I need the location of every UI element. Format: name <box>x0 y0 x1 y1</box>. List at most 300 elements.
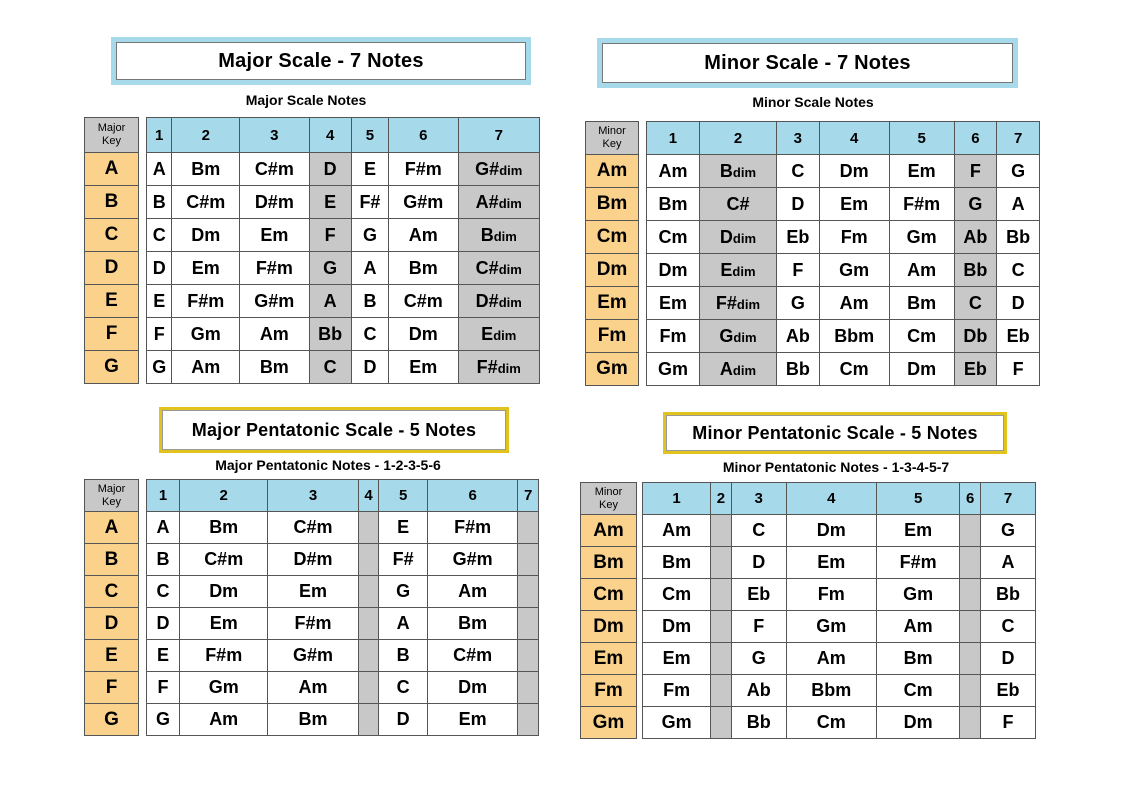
chord-cell: Gm <box>643 707 711 739</box>
chord-quality: dim <box>736 296 761 312</box>
chord-cell: B <box>379 640 428 672</box>
chord-cell: Em <box>643 643 711 675</box>
chord-cell: G <box>147 351 172 384</box>
chord-cell: Dm <box>389 318 458 351</box>
chord-cell <box>458 318 540 351</box>
degree-header: 3 <box>777 122 820 155</box>
key-cell: D <box>85 252 139 285</box>
major-scale-banner <box>111 37 531 85</box>
key-cell: F <box>85 672 139 704</box>
chord-cell: Fm <box>786 579 876 611</box>
chord-cell: Ab <box>777 320 820 353</box>
chord-cell: Am <box>876 611 960 643</box>
chord-cell: E <box>309 186 351 219</box>
chord-cell: C <box>731 515 786 547</box>
table-row <box>643 643 1036 675</box>
chord-cell <box>518 512 539 544</box>
chord-cell: Am <box>647 155 700 188</box>
chord-cell: Fm <box>643 675 711 707</box>
chord-cell: Em <box>786 547 876 579</box>
chord-cell: D <box>309 153 351 186</box>
table-row <box>147 153 540 186</box>
chord-cell: A <box>309 285 351 318</box>
chord-cell: Em <box>172 252 240 285</box>
chord-cell: A <box>147 512 180 544</box>
key-cell: Cm <box>586 221 639 254</box>
degree-header: 4 <box>358 480 379 512</box>
chord-cell: Bbm <box>786 675 876 707</box>
key-cell: Fm <box>586 320 639 353</box>
key-cell: A <box>85 153 139 186</box>
degree-header: 1 <box>147 480 180 512</box>
key-cell: Gm <box>586 353 639 386</box>
chord-cell: C#m <box>240 153 309 186</box>
chord-cell: Gm <box>819 254 889 287</box>
chord-cell <box>358 576 379 608</box>
chord-cell: D <box>997 287 1040 320</box>
key-cell: Fm <box>581 675 637 707</box>
key-cell: E <box>85 640 139 672</box>
degree-header: 7 <box>518 480 539 512</box>
chord-cell: F#m <box>389 153 458 186</box>
degree-header: 4 <box>786 483 876 515</box>
degree-header: 4 <box>819 122 889 155</box>
chord-cell: Am <box>240 318 309 351</box>
table-row <box>647 320 1040 353</box>
table-row <box>647 287 1040 320</box>
chord-cell <box>960 707 981 739</box>
chord-cell: Fm <box>647 320 700 353</box>
chord-root: G <box>719 325 734 346</box>
chord-cell <box>518 608 539 640</box>
chord-quality: dim <box>733 329 757 345</box>
chord-root: E <box>720 259 733 280</box>
chord-cell: Am <box>172 351 240 384</box>
chord-root: B <box>480 224 494 245</box>
chord-cell: C#m <box>427 640 517 672</box>
chord-cell: Bb <box>309 318 351 351</box>
chord-cell: E <box>379 512 428 544</box>
chord-cell <box>458 285 540 318</box>
table-row <box>647 254 1040 287</box>
chord-cell: F <box>980 707 1035 739</box>
chord-quality: dim <box>499 162 523 178</box>
degree-header: 2 <box>699 122 776 155</box>
chord-cell: Eb <box>980 675 1035 707</box>
chord-cell: Em <box>389 351 458 384</box>
chord-cell: D#m <box>268 544 358 576</box>
chord-cell: Cm <box>643 579 711 611</box>
chord-cell: F#m <box>876 547 960 579</box>
chord-cell <box>358 640 379 672</box>
chord-cell <box>699 320 776 353</box>
chord-quality: dim <box>732 230 757 246</box>
chord-cell <box>358 704 379 736</box>
chord-cell <box>518 704 539 736</box>
chord-root: D# <box>475 290 499 311</box>
chord-cell: Am <box>389 219 458 252</box>
table-row <box>147 704 539 736</box>
major-pentatonic-table <box>146 479 539 736</box>
minor-scale-table <box>646 121 1040 386</box>
degree-header: 7 <box>980 483 1035 515</box>
chord-quality: dim <box>497 360 521 376</box>
key-cell: Em <box>586 287 639 320</box>
chord-cell: D <box>147 252 172 285</box>
chord-cell <box>518 640 539 672</box>
chord-cell: Dm <box>427 672 517 704</box>
chord-cell: C <box>147 219 172 252</box>
chord-cell: A <box>351 252 388 285</box>
degree-header: 7 <box>997 122 1040 155</box>
minor-key-column <box>585 121 639 386</box>
key-cell: G <box>85 351 139 384</box>
chord-cell: F#m <box>240 252 309 285</box>
chord-cell: B <box>147 186 172 219</box>
chord-cell <box>711 547 732 579</box>
chord-cell: Em <box>647 287 700 320</box>
key-cell: Bm <box>586 188 639 221</box>
chord-cell <box>711 611 732 643</box>
chord-cell: Em <box>240 219 309 252</box>
minor-scale-subtitle: Minor Scale Notes <box>752 94 874 110</box>
major-scale-title: Major Scale - 7 Notes <box>218 49 424 72</box>
chord-cell <box>711 515 732 547</box>
key-cell: G <box>85 704 139 736</box>
chord-cell: Cm <box>889 320 954 353</box>
chord-cell <box>458 186 540 219</box>
chord-cell: Cm <box>647 221 700 254</box>
chord-cell: F <box>954 155 997 188</box>
table-row <box>147 512 539 544</box>
table-row <box>147 252 540 285</box>
chord-cell: F <box>309 219 351 252</box>
key-cell: Dm <box>586 254 639 287</box>
chord-cell: F#m <box>427 512 517 544</box>
chord-cell: Bm <box>427 608 517 640</box>
chord-cell: Am <box>786 643 876 675</box>
chord-cell: Dm <box>876 707 960 739</box>
chord-cell <box>711 707 732 739</box>
chord-cell: Cm <box>876 675 960 707</box>
table-row <box>643 675 1036 707</box>
chord-cell: C <box>954 287 997 320</box>
chord-cell: G <box>954 188 997 221</box>
chord-cell: C <box>351 318 388 351</box>
chord-cell: F <box>731 611 786 643</box>
chord-cell: C <box>997 254 1040 287</box>
chord-cell: Fm <box>819 221 889 254</box>
key-header: Minor Key <box>586 122 639 155</box>
chord-cell: Dm <box>172 219 240 252</box>
chord-cell: Eb <box>731 579 786 611</box>
chord-cell: Bbm <box>819 320 889 353</box>
table-row <box>647 353 1040 386</box>
degree-header: 2 <box>711 483 732 515</box>
key-cell: B <box>85 186 139 219</box>
chord-cell: Am <box>268 672 358 704</box>
chord-cell <box>518 576 539 608</box>
degree-header: 6 <box>960 483 981 515</box>
chord-cell: Db <box>954 320 997 353</box>
chord-cell: Bm <box>180 512 268 544</box>
chord-cell: Bm <box>876 643 960 675</box>
chord-cell: G#m <box>240 285 309 318</box>
chord-cell <box>960 675 981 707</box>
chord-cell: Em <box>180 608 268 640</box>
chord-cell: F# <box>351 186 388 219</box>
table-row <box>643 611 1036 643</box>
chord-cell: Eb <box>997 320 1040 353</box>
chord-cell: G <box>777 287 820 320</box>
key-header: Major Key <box>85 480 139 512</box>
chord-cell: C <box>309 351 351 384</box>
chord-quality: dim <box>732 263 756 279</box>
chord-root: A# <box>475 191 499 212</box>
chord-cell: A <box>147 153 172 186</box>
chord-cell: Eb <box>777 221 820 254</box>
chord-cell: G <box>309 252 351 285</box>
chord-cell: Dm <box>180 576 268 608</box>
key-cell: C <box>85 219 139 252</box>
key-cell: D <box>85 608 139 640</box>
chord-cell: Dm <box>786 515 876 547</box>
chord-cell: Bm <box>389 252 458 285</box>
table-row <box>147 608 539 640</box>
chord-quality: dim <box>498 261 522 277</box>
chord-root: B <box>719 160 733 181</box>
table-row <box>147 576 539 608</box>
degree-header: 6 <box>427 480 517 512</box>
chord-cell: Bm <box>268 704 358 736</box>
chord-cell: B <box>147 544 180 576</box>
chord-cell: Gm <box>172 318 240 351</box>
chord-cell <box>458 153 540 186</box>
key-cell: Dm <box>581 611 637 643</box>
chord-quality: dim <box>498 294 522 310</box>
chord-cell: G <box>997 155 1040 188</box>
table-row <box>647 188 1040 221</box>
chord-cell: C <box>147 576 180 608</box>
degree-header: 5 <box>889 122 954 155</box>
chord-cell <box>458 252 540 285</box>
chord-cell <box>518 544 539 576</box>
chord-cell <box>358 544 379 576</box>
chord-cell: Ab <box>731 675 786 707</box>
chord-cell <box>960 515 981 547</box>
minor-pentatonic-banner <box>663 412 1007 454</box>
key-header: Minor Key <box>581 483 637 515</box>
chord-cell: Dm <box>889 353 954 386</box>
minor-scale-title: Minor Scale - 7 Notes <box>704 51 911 74</box>
chord-cell <box>458 219 540 252</box>
chord-cell: C <box>777 155 820 188</box>
chord-root: E <box>481 323 494 344</box>
chord-cell: Eb <box>954 353 997 386</box>
chord-cell: Gm <box>647 353 700 386</box>
chord-cell: G <box>731 643 786 675</box>
table-row <box>643 547 1036 579</box>
minor-pentatonic-key-column <box>580 482 637 739</box>
chord-cell: Bm <box>647 188 700 221</box>
chord-cell <box>699 353 776 386</box>
chord-cell <box>960 611 981 643</box>
chord-cell: E <box>351 153 388 186</box>
chord-cell: Dm <box>643 611 711 643</box>
chord-cell: F <box>997 353 1040 386</box>
major-pentatonic-key-column <box>84 479 139 736</box>
chord-cell: C#m <box>389 285 458 318</box>
chord-cell: F#m <box>180 640 268 672</box>
chord-cell: C#m <box>172 186 240 219</box>
chord-cell: F <box>147 318 172 351</box>
chord-cell: Am <box>889 254 954 287</box>
chord-cell: Gm <box>786 611 876 643</box>
chord-cell: Am <box>427 576 517 608</box>
chord-cell <box>699 155 776 188</box>
chord-root: D <box>719 226 733 247</box>
chord-root: A <box>719 358 733 379</box>
key-cell: Bm <box>581 547 637 579</box>
chord-quality: dim <box>732 362 757 378</box>
chord-cell <box>960 547 981 579</box>
chord-cell: G#m <box>268 640 358 672</box>
degree-header: 4 <box>309 118 351 153</box>
chord-cell <box>699 287 776 320</box>
degree-header: 5 <box>351 118 388 153</box>
chord-cell: C#m <box>268 512 358 544</box>
chord-root: G# <box>475 158 500 179</box>
table-row <box>643 579 1036 611</box>
chord-cell: Bm <box>889 287 954 320</box>
chord-cell: G <box>379 576 428 608</box>
chord-cell <box>699 221 776 254</box>
table-row <box>147 640 539 672</box>
chord-cell: C# <box>699 188 776 221</box>
chord-cell: D <box>980 643 1035 675</box>
minor-pentatonic-table <box>642 482 1036 739</box>
table-row <box>147 318 540 351</box>
chord-cell: F <box>147 672 180 704</box>
chord-cell: F#m <box>268 608 358 640</box>
chord-cell: A <box>997 188 1040 221</box>
chord-cell: Bm <box>172 153 240 186</box>
chord-cell: G <box>980 515 1035 547</box>
chord-cell: F# <box>379 544 428 576</box>
chord-cell: Am <box>180 704 268 736</box>
chord-cell: Am <box>819 287 889 320</box>
chord-cell: Gm <box>180 672 268 704</box>
chord-cell: Em <box>268 576 358 608</box>
degree-header: 3 <box>240 118 309 153</box>
chord-cell: Bb <box>954 254 997 287</box>
chord-cell: Dm <box>819 155 889 188</box>
degree-header: 6 <box>954 122 997 155</box>
key-cell: E <box>85 285 139 318</box>
chord-cell <box>699 254 776 287</box>
chord-cell: E <box>147 285 172 318</box>
chord-cell <box>358 672 379 704</box>
key-cell: F <box>85 318 139 351</box>
table-row <box>643 707 1036 739</box>
key-cell: B <box>85 544 139 576</box>
table-row <box>147 285 540 318</box>
chord-cell: A <box>980 547 1035 579</box>
chord-cell <box>458 351 540 384</box>
major-scale-subtitle: Major Scale Notes <box>245 92 367 108</box>
chord-cell: D <box>147 608 180 640</box>
chord-cell: E <box>147 640 180 672</box>
major-scale-table <box>146 117 540 384</box>
table-row <box>147 544 539 576</box>
chord-quality: dim <box>493 228 517 244</box>
chord-cell: F#m <box>172 285 240 318</box>
degree-header: 1 <box>147 118 172 153</box>
chord-cell: D#m <box>240 186 309 219</box>
chord-cell: Bb <box>777 353 820 386</box>
chord-quality: dim <box>493 327 517 343</box>
degree-header: 5 <box>876 483 960 515</box>
chord-root: F# <box>715 292 737 313</box>
chord-quality: dim <box>732 164 757 180</box>
key-cell: Gm <box>581 707 637 739</box>
chord-cell: Cm <box>819 353 889 386</box>
chord-cell: Em <box>876 515 960 547</box>
chord-cell <box>711 579 732 611</box>
key-cell: C <box>85 576 139 608</box>
chord-cell: Gm <box>876 579 960 611</box>
table-row <box>647 221 1040 254</box>
table-row <box>147 351 540 384</box>
chord-cell: Bm <box>240 351 309 384</box>
chord-cell: G#m <box>389 186 458 219</box>
chord-cell: Cm <box>786 707 876 739</box>
degree-header: 7 <box>458 118 540 153</box>
chord-cell <box>358 512 379 544</box>
chord-cell: Ab <box>954 221 997 254</box>
key-cell: Cm <box>581 579 637 611</box>
chord-cell: Bb <box>731 707 786 739</box>
key-cell: A <box>85 512 139 544</box>
chord-cell: G#m <box>427 544 517 576</box>
chord-cell: G <box>351 219 388 252</box>
degree-header: 5 <box>379 480 428 512</box>
chord-cell: C#m <box>180 544 268 576</box>
chord-cell: C <box>980 611 1035 643</box>
key-cell: Em <box>581 643 637 675</box>
key-header: Major Key <box>85 118 139 153</box>
chord-cell: D <box>731 547 786 579</box>
degree-header: 1 <box>643 483 711 515</box>
degree-header: 3 <box>268 480 358 512</box>
chord-cell: F#m <box>889 188 954 221</box>
minor-pentatonic-title: Minor Pentatonic Scale - 5 Notes <box>692 422 978 443</box>
minor-pentatonic-subtitle: Minor Pentatonic Notes - 1-3-4-5-7 <box>722 459 950 475</box>
chord-cell: Am <box>643 515 711 547</box>
chord-cell <box>711 675 732 707</box>
chord-cell: D <box>351 351 388 384</box>
chord-cell <box>960 579 981 611</box>
chord-cell: F <box>777 254 820 287</box>
table-row <box>147 672 539 704</box>
chord-cell <box>358 608 379 640</box>
chord-cell: D <box>379 704 428 736</box>
chord-cell: Dm <box>647 254 700 287</box>
degree-header: 2 <box>172 118 240 153</box>
major-pentatonic-subtitle: Major Pentatonic Notes - 1-2-3-5-6 <box>215 457 441 473</box>
chord-cell: C <box>379 672 428 704</box>
chord-cell: Em <box>427 704 517 736</box>
